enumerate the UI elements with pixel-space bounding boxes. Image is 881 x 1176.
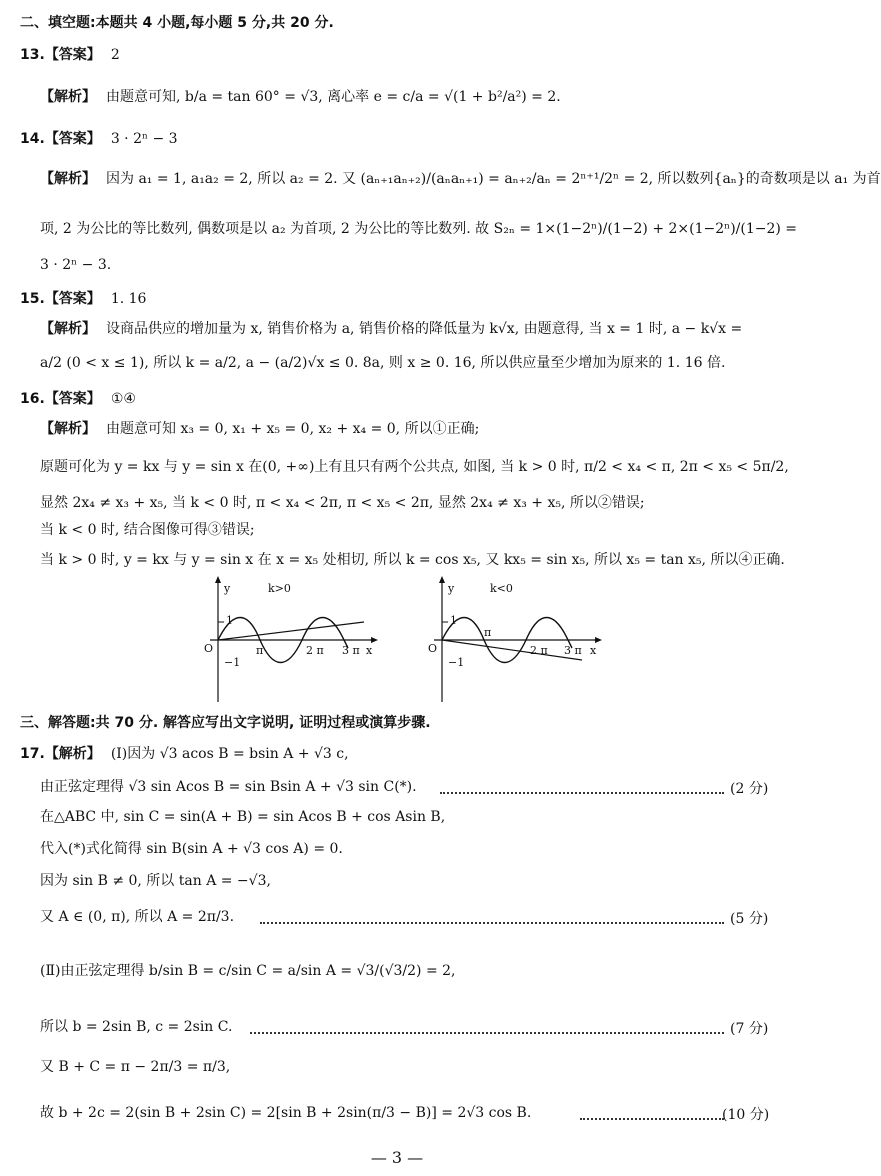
score-leader-dots (580, 1118, 724, 1120)
q17-line-3: 在△ABC 中, sin C = sin(A + B) = sin Acos B + cos Asin B, (40, 809, 446, 825)
answer-tag: 【答案】 (44, 391, 101, 407)
graph-left-x-label: x (366, 644, 373, 657)
q16-analysis-line-1 (40, 420, 479, 438)
graph-right-one-label: 1 (450, 614, 457, 627)
q17-number: 17. (20, 746, 45, 762)
graph-right-neg-one-label: −1 (448, 656, 465, 669)
graph-k-negative (412, 574, 608, 704)
graph-left-one-label: 1 (226, 614, 233, 627)
q15-answer-line (20, 290, 146, 308)
section-heading-solutions: 三、解答题:共 70 分. 解答应写出文字说明, 证明过程或演算步骤. (20, 715, 431, 731)
q14-analysis-line-2: 项, 2 为公比的等比数列, 偶数项是以 a₂ 为首项, 2 为公比的等比数列. 故 S₂ₙ = 1×(1−2ⁿ)/(1−2) + 2×(1−2ⁿ)/(1−2) = (40, 221, 798, 237)
analysis-tag: 【解析】 (40, 89, 96, 105)
q13-analysis-line (40, 88, 561, 106)
q17-line-6: 又 A ∈ (0, π), 所以 A = 2π/3. (40, 909, 235, 925)
q17-line-10: 故 b + 2c = 2(sin B + 2sin C) = 2[sin B + 2sin(π/3 − B)] = 2√3 cos B. (40, 1105, 532, 1121)
graph-right-3pi-label: 3 π (564, 644, 582, 657)
q15-number: 15. (20, 291, 45, 307)
q15-analysis-1: 设商品供应的增加量为 x, 销售价格为 a, 销售价格的降低量为 k√x, 由题意得, 当 x = 1 时, a − k√x = (106, 321, 743, 337)
q17-line-2: 由正弦定理得 √3 sin Acos B = sin Bsin A + √3 sin C(*). (40, 779, 417, 795)
q17-line-5: 因为 sin B ≠ 0, 所以 tan A = −√3, (40, 873, 271, 889)
answer-tag: 【答案】 (44, 47, 101, 63)
q14-answer-line (20, 130, 178, 148)
section-heading-fill-in: 二、填空题:本题共 4 小题,每小题 5 分,共 20 分. (20, 15, 334, 31)
q16-answer-line (20, 390, 136, 408)
q16-answer: ①④ (110, 391, 136, 407)
answer-tag: 【答案】 (44, 131, 101, 147)
q14-number: 14. (20, 131, 45, 147)
answer-tag: 【答案】 (44, 291, 101, 307)
analysis-tag: 【解析】 (40, 421, 96, 437)
score-leader-dots (440, 792, 724, 794)
graph-right-pi-label: π (484, 626, 492, 639)
q13-answer: 2 (110, 47, 120, 63)
q16-analysis-line-4: 当 k < 0 时, 结合图像可得③错误; (40, 522, 255, 538)
q16-analysis-line-3: 显然 2x₄ ≠ x₃ + x₅, 当 k < 0 时, π < x₄ < 2π, π < x₅ < 2π, 显然 2x₄ ≠ x₃ + x₅, 所以②错误; (40, 495, 645, 511)
q17-score-5: (5 分) (730, 911, 769, 927)
q14-analysis-line-3: 3 · 2ⁿ − 3. (40, 257, 112, 273)
q17-line-4: 代入(*)式化简得 sin B(sin A + √3 cos A) = 0. (40, 841, 343, 857)
q15-analysis-line-1 (40, 320, 742, 338)
score-leader-dots (260, 922, 724, 924)
graph-left-3pi-label: 3 π (342, 644, 360, 657)
q17-line-9: 又 B + C = π − 2π/3 = π/3, (40, 1059, 231, 1075)
q16-analysis-line-5: 当 k > 0 时, y = kx 与 y = sin x 在 x = x₅ 处相切, 所以 k = cos x₅, 又 kx₅ = sin x₅, 所以 x₅ = tan x₅, 所以④正确. (40, 552, 785, 568)
q13-answer-line (20, 46, 120, 64)
graph-left-origin-label: O (204, 642, 214, 655)
graph-k-positive (188, 574, 384, 704)
graph-right-x-label: x (590, 644, 597, 657)
q15-analysis-line-2: a/2 (0 < x ≤ 1), 所以 k = a/2, a − (a/2)√x ≤ 0. 8a, 则 x ≥ 0. 16, 所以供应量至少增加为原来的 1. 16 倍. (40, 355, 726, 371)
graph-left-pi-label: π (256, 644, 264, 657)
q17-text-1: (Ⅰ)因为 √3 acos B = bsin A + √3 c, (110, 746, 349, 762)
q17-line-1 (20, 745, 349, 763)
q14-analysis-1: 因为 a₁ = 1, a₁a₂ = 2, 所以 a₂ = 2. 又 (aₙ₊₁aₙ₊₂)/(aₙaₙ₊₁) = aₙ₊₂/aₙ = 2ⁿ⁺¹/2ⁿ = 2, 所以数列{aₙ}的奇数项是以 a₁ 为首 (106, 171, 881, 187)
graph-right-origin-label: O (428, 642, 438, 655)
page-number: — 3 — (370, 1148, 424, 1167)
q14-analysis-line-1 (40, 170, 881, 188)
analysis-tag: 【解析】 (40, 171, 96, 187)
q16-analysis-1: 由题意可知 x₃ = 0, x₁ + x₅ = 0, x₂ + x₄ = 0, 所以①正确; (106, 421, 480, 437)
graph-left-neg-one-label: −1 (224, 656, 241, 669)
q16-number: 16. (20, 391, 45, 407)
q17-score-10: (10 分) (722, 1107, 770, 1123)
q17-score-2: (2 分) (730, 781, 769, 797)
graph-left-2pi-label: 2 π (306, 644, 324, 657)
q16-analysis-line-2: 原题可化为 y = kx 与 y = sin x 在(0, +∞)上有且只有两个公共点, 如图, 当 k > 0 时, π/2 < x₄ < π, 2π < x₅ < 5π/2, (40, 459, 789, 475)
graph-left-y-label: y (224, 582, 231, 595)
q17-line-8: 所以 b = 2sin B, c = 2sin C. (40, 1019, 233, 1035)
analysis-tag: 【解析】 (44, 746, 101, 762)
graph-right-k-label: k<0 (490, 582, 513, 595)
graph-left-k-label: k>0 (268, 582, 291, 595)
q14-answer: 3 · 2ⁿ − 3 (110, 131, 178, 147)
q17-score-7: (7 分) (730, 1021, 769, 1037)
score-leader-dots (250, 1032, 724, 1034)
q13-number: 13. (20, 47, 45, 63)
q17-line-7: (Ⅱ)由正弦定理得 b/sin B = c/sin C = a/sin A = √3/(√3/2) = 2, (40, 963, 456, 979)
graph-right-2pi-label: 2 π (530, 644, 548, 657)
q13-analysis: 由题意可知, b/a = tan 60° = √3, 离心率 e = c/a = √(1 + b²/a²) = 2. (106, 89, 561, 105)
graph-right-y-label: y (448, 582, 455, 595)
analysis-tag: 【解析】 (40, 321, 96, 337)
q15-answer: 1. 16 (110, 291, 147, 307)
